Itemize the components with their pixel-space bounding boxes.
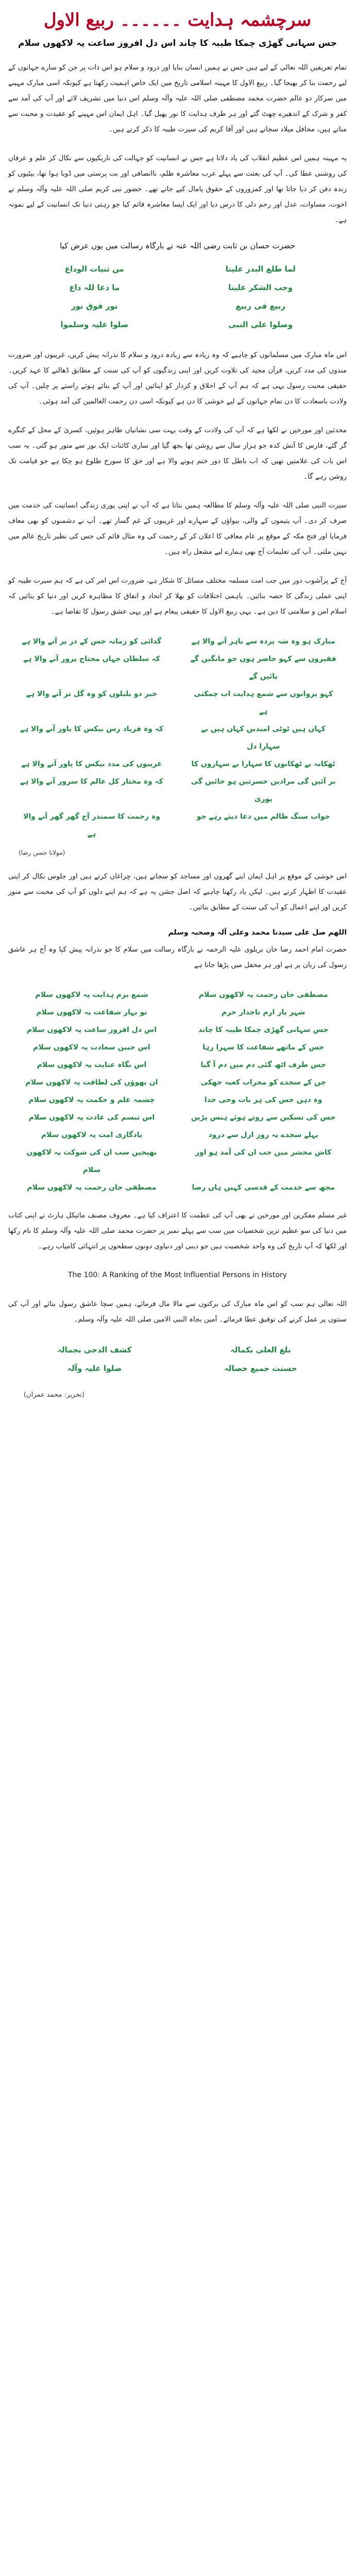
poem-line: فقیروں سے کہو حاضر ہوں جو مانگیں گے پائیں گے کہ سلطان جہاں محتاج پرور آنے والا ہے	[23, 655, 336, 681]
couplet: ربیع فی ربیع نور فوق نور	[71, 301, 286, 311]
poem-line: مجھ سے خدمت کے قدسی کہیں ہاں رضا مصطفی جان رحمت پہ لاکھوں سلام	[27, 1183, 335, 1192]
paragraph: اس ماہ مبارک میں مسلمانوں کو چاہیے کہ وہ زیادہ سے زیادہ درود و سلام کا نذرانہ پیش کریں، غریبوں اور ضرورت مندوں کی مدد کریں، قرآن مجید کی تلاوت کریں اور اپنی زندگیوں کو آپ کی سنت کے مطابق ڈھالنے کا عہد کریں۔ حقیقی محبت رسول یہی ہے کہ ہم آپ کے اخلاق و کردار کو اپنائیں اور آپ کے بتائے ہوئے راستے پر چلیں۔ آپ کی ولادت باسعادت کا دن تمام جہانوں کے لیے خوشی کا دن ہے کیونکہ اسی دن رحمت العالمین کی آمد ہوئی۔	[8, 351, 347, 405]
poem-salam	[8, 986, 347, 1196]
arabic-couplets	[8, 260, 347, 334]
poem-line: پہلے سجدے پہ روز ازل سے درود یادگاری امت پہ لاکھوں سلام	[41, 1131, 318, 1139]
couplet: حسنت جمیع خصالہ صلوا علیہ وآلہ	[67, 1364, 297, 1373]
paragraph: اللہ تعالی ہم سب کو اس ماہ مبارک کی برکتوں سے مالا مال فرمائے، ہمیں سچا عاشق رسول بنائے اور آپ کی سنتوں پر عمل کرنے کی توفیق عطا فرمائے۔ آمین بجاہ النبی الامین صلی اللہ علیہ وآلہ وسلم۔	[8, 1300, 347, 1324]
couplet: لما طلع البدر علینا من ثنیات الوداع	[64, 264, 296, 274]
article-title: سرچشمہ ہدایت ۔۔۔۔۔۔ ربیع الاول	[43, 10, 312, 30]
poem-line: وہ دہن جس کی ہر بات وحی خدا چشمہ علم و حکمت پہ لاکھوں سلام	[28, 1096, 323, 1104]
poem-line: ٹھکانہ بے ٹھکانوں کا سہارا بے سہاروں کا غریبوں کی مدد بیکس کا یاور آنے والا ہے	[21, 760, 335, 768]
couplet: وصلوا علی النبی صلوا علیہ وسلموا	[60, 320, 293, 329]
paragraph: اس خوشی کے موقع پر اہل ایمان اپنے گھروں اور مساجد کو سجاتے ہیں، چراغاں کرتے ہیں اور جلوس نکال کر اپنی عقیدت کا اظہار کرتے ہیں۔ لیکن یاد رکھنا چاہیے کہ اصل جشن یہ ہے کہ ہم اپنے دلوں کو آپ کی محبت سے منور کریں اور اپنے اعمال کو آپ کی سنت کے مطابق بنائیں۔	[8, 872, 347, 911]
paragraph: محدثین اور مورخین نے لکھا ہے کہ آپ کی ولادت کے وقت بہت سی نشانیاں ظاہر ہوئیں، کسریٰ کے محل کے کنگرے گر گئے، فارس کا آتش کدہ جو ہزار سال سے روشن تھا بجھ گیا اور ساری کائنات ایک نور سے منور ہو گئی۔ یہ سب اس بات کی علامتیں تھیں کہ اب باطل کا دور ختم ہونے والا ہے اور حق کا سورج طلوع ہو چکا ہے جو قیامت تک روشن رہے گا۔	[8, 426, 347, 481]
poem-line: کہو پروانوں سے شمع ہدایت اب چمکتی ہے خبر دو بلبلوں کو وہ گل تر آنے والا ہے	[26, 690, 333, 716]
paragraph: سیرت النبی صلی اللہ علیہ وآلہ وسلم کا مطالعہ ہمیں بتاتا ہے کہ آپ نے اپنی پوری زندگی انسانیت کی خدمت میں صرف کر دی۔ آپ یتیموں کے والی، بیواؤں کے سہارے اور غریبوں کے غم گسار تھے۔ آپ نے دشمنوں کو بھی معاف فرمایا اور فتح مکہ کے موقع پر عام معافی کا اعلان کر کے رحمت کی وہ مثال قائم کی جس کی نظیر تاریخ عالم میں نہیں ملتی۔ آپ کی تعلیمات آج بھی ہمارے لیے مشعل راہ ہیں۔	[8, 501, 347, 556]
poem-naat	[8, 633, 347, 843]
poem-line: جس سہانی گھڑی چمکا طیبہ کا چاند اس دل افروز ساعت پہ لاکھوں سلام	[26, 1026, 329, 1034]
paragraph: غیر مسلم مفکرین اور مورخین نے بھی آپ کی عظمت کا اعتراف کیا ہے۔ معروف مصنف مائیکل ہارٹ نے اپنی کتاب میں دنیا کی سو عظیم ترین شخصیات میں سب سے پہلے نمبر پر حضرت محمد صلی اللہ علیہ وآلہ وسلم کا نام رکھا اور لکھا کہ آپ تاریخ کی وہ واحد شخصیت ہیں جو دینی اور دنیاوی دونوں سطحوں پر انتہائی کامیاب رہے۔	[8, 1211, 347, 1250]
poem-line: جس طرف اٹھ گئی دم میں دم آ گیا اس نگاہ عنایت پہ لاکھوں سلام	[37, 1061, 326, 1069]
poem-line: بر آئیں گی مرادیں حسرتیں ہو جائیں گی پوری کہ وہ مختار کل عالم کا سرور آنے والا ہے	[20, 777, 336, 803]
paragraph: حضرت امام احمد رضا خان بریلوی علیہ الرحمہ نے بارگاہ رسالت میں سلام کا جو نذرانہ پیش کیا وہ آج ہر عاشق رسول کی زبان پر ہے اور ہر محفل میں پڑھا جاتا ہے	[8, 945, 347, 969]
english-reference: The 100: A Ranking of the Most Influential Persons in History	[67, 1271, 288, 1279]
poem-line: جس کے ماتھے شفاعت کا سہرا رہا اس جبین سعادت پہ لاکھوں سلام	[33, 1043, 325, 1052]
couplet: وجب الشکر علینا ما دعا للہ داع	[69, 283, 293, 292]
poem-line: مصطفی جان رحمت پہ لاکھوں سلام شمع بزم ہدایت پہ لاکھوں سلام	[35, 991, 328, 999]
paragraph: یہ مہینہ ہمیں اس عظیم انقلاب کی یاد دلاتا ہے جس نے انسانیت کو جہالت کی تاریکیوں سے نکال کر علم و عرفان کی روشنی عطا کی۔ آپ کی بعثت سے پہلے عرب معاشرہ ظلم، ناانصافی اور بت پرستی میں ڈوبا ہوا تھا، بیٹیوں کو زندہ دفن کر دیا جاتا تھا اور کمزوروں کے حقوق پامال کیے جاتے تھے۔ حضور نبی کریم صلی اللہ علیہ وآلہ وسلم نے اخوت، مساوات، عدل اور رحم دلی کا درس دیا اور ایک ایسا معاشرہ قائم کیا جو رہتی دنیا تک انسانیت کے لیے نمونہ ہے۔	[8, 154, 347, 224]
poem-line: جن کے سجدے کو محراب کعبہ جھکی ان بھوؤں کی لطافت پہ لاکھوں سلام	[25, 1078, 326, 1087]
couplet-intro: حضرت حسان بن ثابت رضی اللہ عنہ نے بارگاہ رسالت میں یوں عرض کیا	[59, 241, 296, 250]
poet-name: (مولانا حسن رضا)	[19, 849, 65, 856]
paragraph: تمام تعریفیں اللہ تعالی کے لیے ہیں جس نے ہمیں انسان بنایا اور درود و سلام ہو اس ذات پر جن کو سارے جہانوں کے لیے رحمت بنا کر بھیجا گیا۔ ربیع الاول کا مہینہ اسلامی تاریخ میں ایک خاص اہمیت رکھتا ہے کیونکہ اسی مبارک مہینے میں سرکار دو عالم حضرت محمد مصطفی صلی اللہ علیہ وآلہ وسلم اس دنیا میں تشریف لائے اور آپ کی آمد سے کفر و شرک کے اندھیرے چھٹ گئے اور ہر طرف ہدایت کا نور پھیل گیا۔ اہل ایمان اس مہینے کو عقیدت و محبت سے مناتے ہیں، محافل میلاد سجاتے ہیں اور آقا کریم کی سیرت طیبہ کا ذکر کرتے ہیں۔	[8, 63, 347, 133]
poem-line: کہاں ہیں ٹوٹی امیدیں کہاں ہیں بے سہارا دل کہ وہ فریاد رس بیکس کا یاور آنے والا ہے	[20, 725, 326, 751]
paragraph: آج کے پرآشوب دور میں جب امت مسلمہ مختلف مسائل کا شکار ہے، ضرورت اس امر کی ہے کہ ہم سیرت طیبہ کو اپنی عملی زندگی کا حصہ بنائیں۔ باہمی اختلافات کو بھلا کر اتحاد و اتفاق کا مظاہرہ کریں اور دنیا کو بتائیں کہ اسلام امن و سلامتی کا دین ہے۔ یہی ربیع الاول کا حقیقی پیغام ہے اور یہی عشق رسول کا تقاضا ہے۔	[8, 577, 347, 616]
poem-line: شہر یار ارم تاجدار حرم نو بہار شفاعت پہ لاکھوں سلام	[36, 1008, 306, 1016]
article-subtitle: جس سہانی گھڑی چمکا طیبہ کا چاند اس دل افروز ساعت پہ لاکھوں سلام	[18, 38, 337, 48]
author-credit: (تحریر: محمد عمران)	[24, 1391, 85, 1399]
poem-line: جواب سنگ ظالم میں دعا دیتے رہے جو وہ رحمت کا سمندر آج گھر گھر آنے والا ہے	[23, 812, 330, 838]
poem-line: کاش محشر میں جب ان کی آمد ہو اور بھیجیں سب ان کی شوکت پہ لاکھوں سلام	[26, 1148, 332, 1174]
closing-couplets	[8, 1341, 347, 1378]
couplet: بلغ العلی بکمالہ کشف الدجی بجمالہ	[57, 1345, 291, 1354]
poem-line: مبارک ہو وہ شہ پردہ سے باہر آنے والا ہے گدائی کو زمانہ جس کے در پر آنے والا ہے	[22, 637, 335, 646]
poem-line: جس کی تسکیں سے روتے ہوئے ہنس پڑیں اس تبسم کی عادت پہ لاکھوں سلام	[28, 1113, 336, 1122]
salutation: اللھم صل علی سیدنا محمد وعلی آلہ وصحبہ وسلم	[168, 928, 347, 937]
